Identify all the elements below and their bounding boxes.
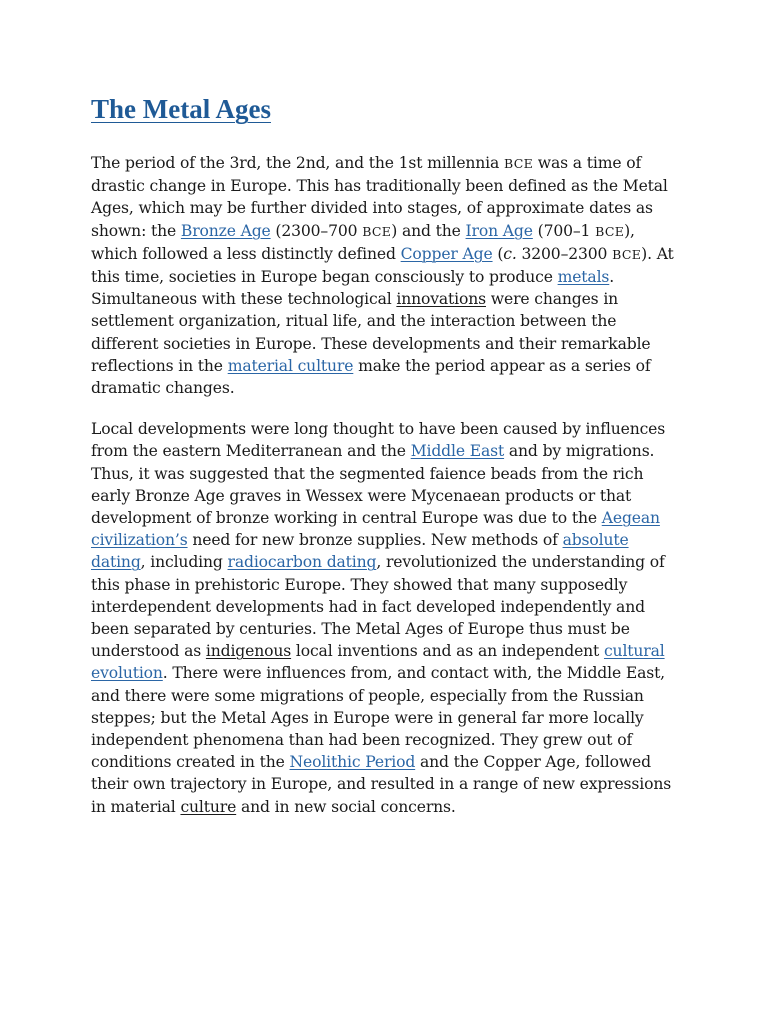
text: need for new bronze supplies. New methods of: [187, 531, 563, 550]
text: and in new social concerns.: [236, 797, 456, 816]
article: [91, 92, 681, 837]
link-iron-age[interactable]: Iron Age: [465, 221, 533, 240]
link-middle-east[interactable]: Middle East: [410, 442, 505, 461]
link-copper-age[interactable]: Copper Age: [400, 244, 493, 263]
link-cultural-evolution[interactable]: cultural evolution: [91, 642, 665, 683]
circa-abbrev: c.: [503, 244, 517, 263]
text: , revolutionized the understanding of this phase in prehistoric Europe. They showed that many supposedly interdependent developments had in fact developed independently and been separated by centuries. The Metal Ages of Europe thus must be understood as: [91, 553, 665, 661]
link-material-culture[interactable]: material culture: [227, 356, 354, 375]
text: The period of the 3rd, the 2nd, and the 1st millennia: [91, 154, 504, 172]
term-culture[interactable]: culture: [180, 797, 237, 816]
text: , including: [140, 553, 228, 572]
era-abbrev: BCE: [362, 223, 392, 239]
link-radiocarbon-dating[interactable]: radiocarbon dating: [227, 553, 377, 572]
era-abbrev: BCE: [612, 246, 642, 262]
text: and by migrations. Thus, it was suggested that the segmented faience beads from the rich early Bronze Age graves in Wessex were Mycenaean products or that development of bronze working in central Europe was due to the: [91, 442, 655, 528]
text: 3200–2300: [516, 244, 613, 263]
text: were changes in settlement organization, ritual life, and the interaction between the different societies in Europe. These developments and their remarkable reflections in the: [91, 290, 651, 375]
link-aegean-civilization[interactable]: Aegean civilization’s: [91, 509, 660, 550]
text: . There were influences from, and contact with, the Middle East, and there were some migrations of people, especially from the Russian steppes; but the Metal Ages in Europe were in general far more locally independent phenomena than had been recognized. They grew out of conditions created in the: [91, 664, 665, 772]
text: Local developments were long thought to have been caused by influences from the eastern Mediterranean and the: [91, 420, 666, 461]
text: and the Copper Age, followed their own trajectory in Europe, and resulted in a range of new expressions in material: [91, 753, 672, 816]
text: (: [492, 244, 504, 263]
text: was a time of drastic change in Europe. This has traditionally been defined as the Metal Ages, which may be further divided into stages, of approximate dates as shown: the: [91, 154, 668, 240]
article-title: The Metal Ages: [91, 94, 271, 124]
text: ). At this time, societies in Europe began consciously to produce: [91, 244, 674, 287]
link-neolithic-period[interactable]: Neolithic Period: [289, 753, 416, 772]
text: ), which followed a less distinctly defined: [91, 221, 635, 263]
text: ) and the: [391, 221, 466, 240]
text: (2300–700: [270, 221, 363, 240]
text: make the period appear as a series of dramatic changes.: [91, 356, 651, 398]
era-abbrev: BCE: [503, 156, 533, 171]
text: . Simultaneous with these technological: [91, 268, 615, 309]
link-absolute-dating[interactable]: absolute dating: [91, 531, 629, 572]
paragraph-2: [91, 418, 681, 818]
link-bronze-age[interactable]: Bronze Age: [180, 221, 271, 240]
text: local inventions and as an independent: [291, 642, 604, 661]
term-indigenous[interactable]: indigenous: [205, 642, 292, 661]
era-abbrev: BCE: [595, 223, 625, 239]
link-metals[interactable]: metals: [557, 268, 610, 287]
term-innovations[interactable]: innovations: [396, 290, 486, 309]
paragraph-1: [91, 152, 681, 399]
text: (700–1: [532, 221, 596, 240]
